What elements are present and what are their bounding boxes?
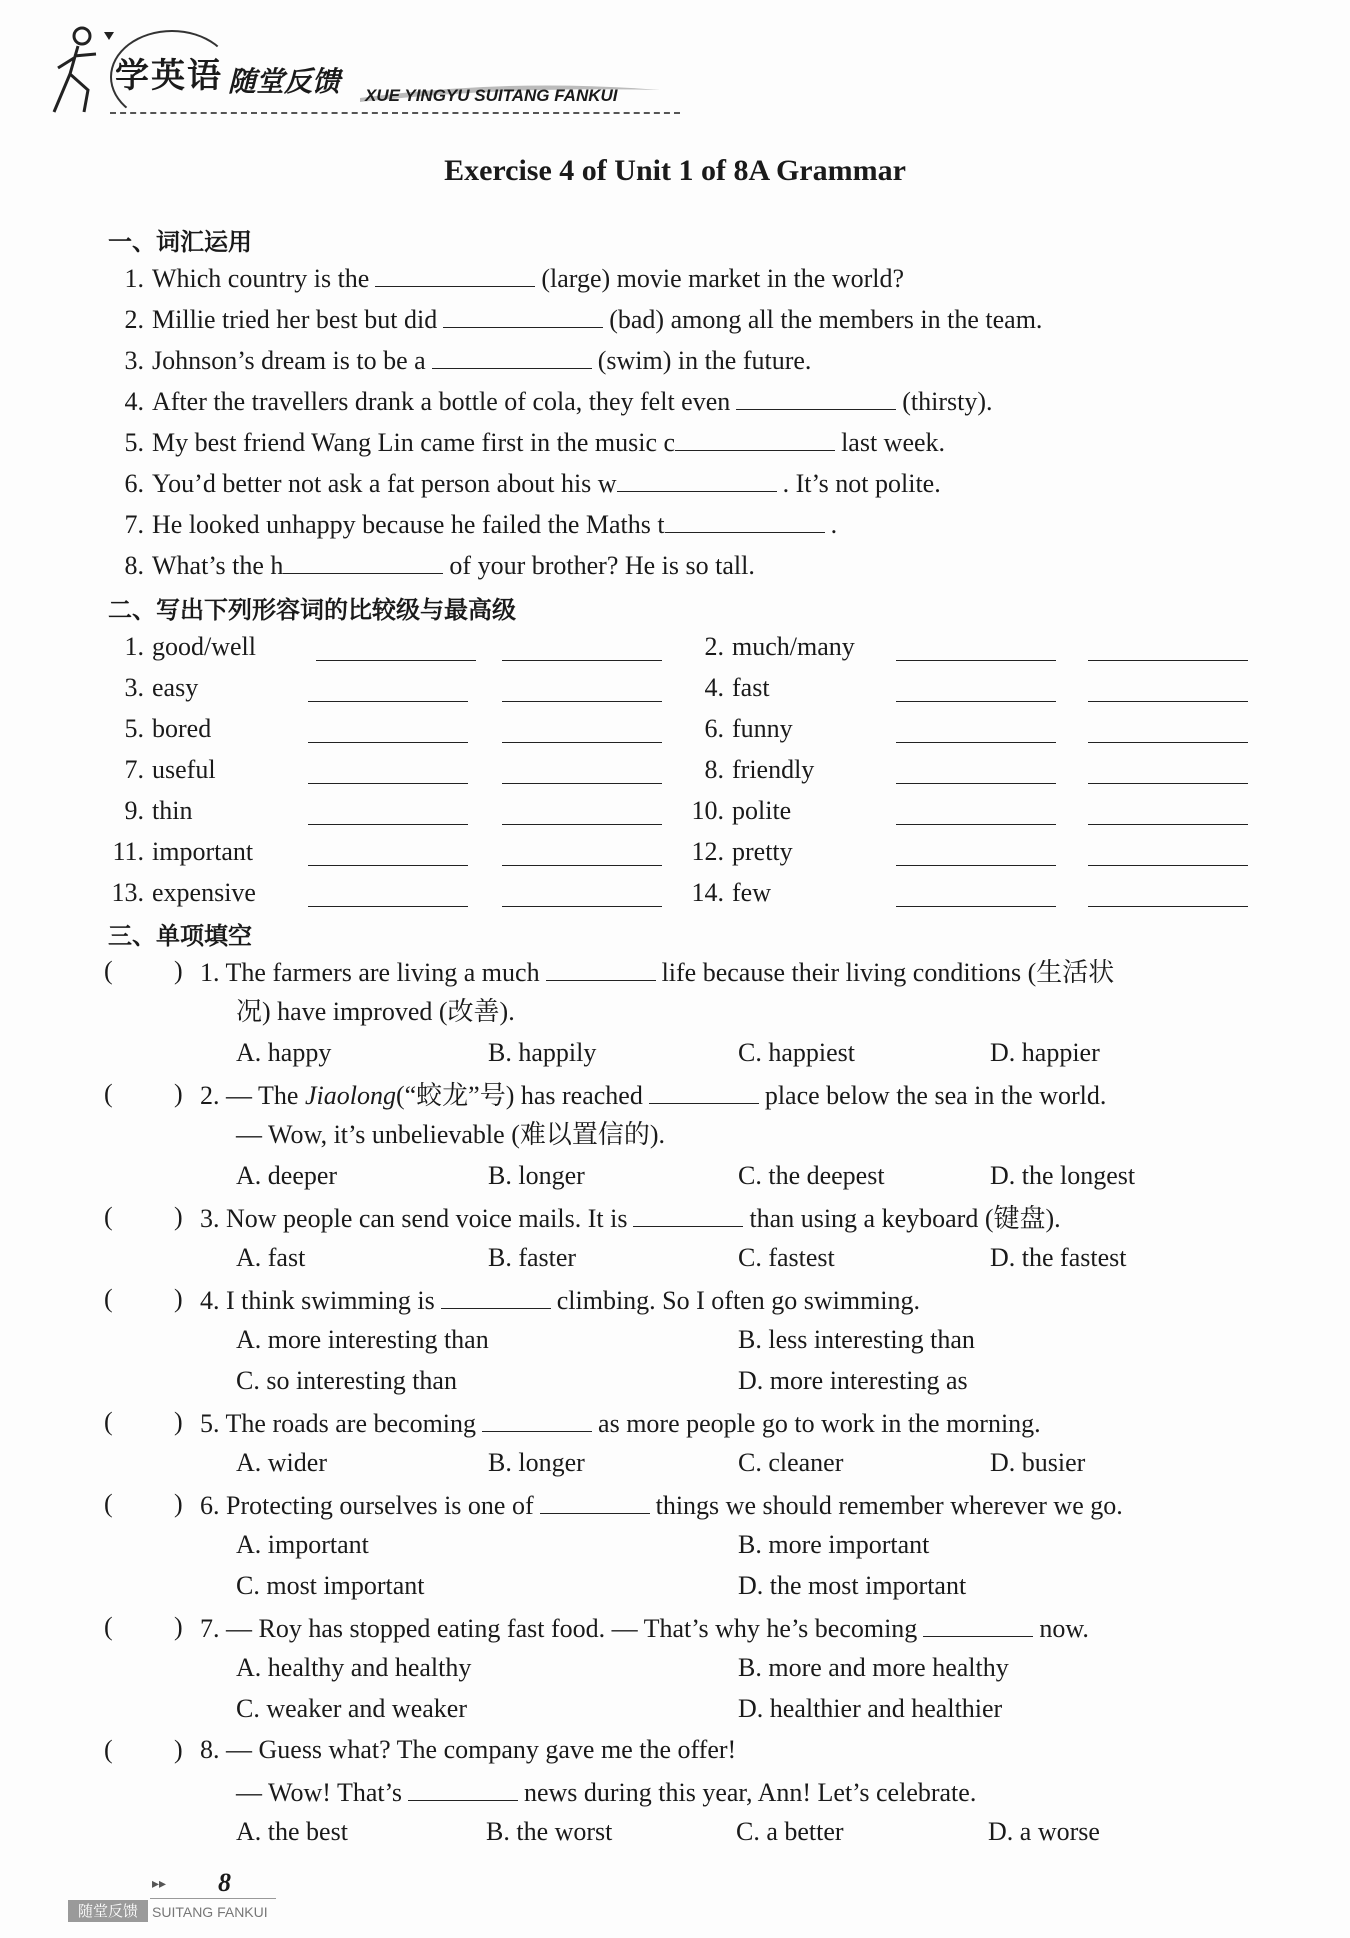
- answer-bracket-open[interactable]: (: [104, 1612, 113, 1641]
- answer-bracket-open[interactable]: (: [104, 1735, 113, 1764]
- adjective: thin: [152, 796, 193, 825]
- section3-heading: 三、单项填空: [108, 922, 252, 950]
- item-number: 12.: [691, 837, 724, 866]
- item-text: (thirsty).: [902, 387, 993, 416]
- q-number: 6.: [200, 1491, 220, 1520]
- answer-blank[interactable]: [283, 549, 443, 574]
- answer-blank[interactable]: [736, 385, 896, 410]
- s2-item-1: [108, 632, 256, 662]
- q7-option-b[interactable]: B. more and more healthy: [738, 1653, 1009, 1682]
- item-number: 5.: [124, 428, 144, 457]
- item-number: 5.: [124, 714, 144, 743]
- item-number: 2.: [704, 632, 724, 661]
- superlative-blank[interactable]: [1088, 759, 1248, 784]
- item-number: 4.: [124, 387, 144, 416]
- item-number: 11.: [112, 837, 144, 866]
- adjective: fast: [732, 673, 770, 702]
- q1-stem: [200, 956, 1114, 988]
- q1-option-b[interactable]: B. happily: [488, 1038, 597, 1067]
- q3-stem: [200, 1202, 1061, 1234]
- s1-item-5: [108, 426, 945, 458]
- q6-option-a[interactable]: A. important: [236, 1530, 369, 1559]
- q4-option-a[interactable]: A. more interesting than: [236, 1325, 489, 1354]
- superlative-blank[interactable]: [502, 800, 662, 825]
- q-text: climbing. So I often go swimming.: [556, 1286, 921, 1315]
- comparative-blank[interactable]: [896, 800, 1056, 825]
- item-number: 7.: [124, 510, 144, 539]
- q-number: 2.: [200, 1081, 220, 1110]
- q8-stem: [200, 1735, 736, 1765]
- adjective: important: [152, 837, 254, 866]
- item-text: (swim) in the future.: [597, 346, 812, 375]
- superlative-blank[interactable]: [502, 677, 662, 702]
- item-number: 8.: [704, 755, 724, 784]
- comparative-blank[interactable]: [308, 841, 468, 866]
- answer-bracket-open[interactable]: (: [104, 1489, 113, 1518]
- q8-option-a[interactable]: A. the best: [236, 1817, 348, 1846]
- item-number: 9.: [124, 796, 144, 825]
- answer-bracket-open[interactable]: (: [104, 1079, 113, 1108]
- q8-stem-line2: [236, 1776, 976, 1808]
- adjective: easy: [152, 673, 199, 702]
- q6-stem: [200, 1489, 1123, 1521]
- superlative-blank[interactable]: [1088, 677, 1248, 702]
- item-number: 4.: [704, 673, 724, 702]
- superlative-blank[interactable]: [1088, 841, 1248, 866]
- s2-item-3: [108, 673, 198, 703]
- answer-bracket-close: ): [174, 1202, 183, 1231]
- brand-english: XUE YINGYU SUITANG FANKUI: [365, 86, 618, 105]
- item-text: What’s the h: [152, 551, 284, 580]
- q-number: 4.: [200, 1286, 220, 1315]
- s2-item-11: [108, 837, 253, 867]
- q7-stem: [200, 1612, 1089, 1644]
- s2-item-7: [108, 755, 216, 785]
- q-number: 5.: [200, 1409, 220, 1438]
- q3-option-a[interactable]: A. fast: [236, 1243, 306, 1272]
- item-text: last week.: [841, 428, 946, 457]
- adjective: useful: [152, 755, 216, 784]
- q1-option-c[interactable]: C. happiest: [738, 1038, 855, 1067]
- q6-option-d[interactable]: D. the most important: [738, 1571, 967, 1600]
- q-text: — Wow! That’s: [236, 1778, 402, 1807]
- s1-item-2: [108, 303, 1042, 335]
- adjective: polite: [732, 796, 792, 825]
- answer-blank[interactable]: [408, 1776, 518, 1801]
- s1-item-3: [108, 344, 811, 376]
- adjective: pretty: [732, 837, 793, 866]
- answer-blank[interactable]: [540, 1489, 650, 1514]
- q5-option-c[interactable]: C. cleaner: [738, 1448, 844, 1477]
- comparative-blank[interactable]: [896, 636, 1056, 661]
- q-text: The farmers are living a much: [225, 958, 540, 987]
- q-text: place below the sea in the world.: [764, 1081, 1107, 1110]
- item-text: Johnson’s dream is to be a: [152, 346, 426, 375]
- s2-item-10: [688, 796, 791, 826]
- answer-blank[interactable]: [546, 956, 656, 981]
- q1-option-d[interactable]: D. happier: [990, 1038, 1100, 1067]
- q5-stem: [200, 1407, 1041, 1439]
- s2-item-8: [688, 755, 814, 785]
- s2-item-2: [688, 632, 855, 662]
- item-text: He looked unhappy because he failed the Maths t: [152, 510, 665, 539]
- answer-bracket-close: ): [174, 1735, 183, 1764]
- q-text: (“蛟龙”号) has reached: [395, 1081, 643, 1110]
- q2-option-c[interactable]: C. the deepest: [738, 1161, 885, 1190]
- q8-option-d[interactable]: D. a worse: [988, 1817, 1100, 1846]
- section2-heading: 二、写出下列形容词的比较级与最高级: [108, 596, 516, 624]
- item-text: After the travellers drank a bottle of cola, they felt even: [152, 387, 731, 416]
- q6-option-c[interactable]: C. most important: [236, 1571, 425, 1600]
- comparative-blank[interactable]: [308, 677, 468, 702]
- superlative-blank[interactable]: [502, 636, 662, 661]
- superlative-blank[interactable]: [1088, 882, 1248, 907]
- item-number: 8.: [124, 551, 144, 580]
- s2-item-9: [108, 796, 192, 826]
- s1-item-6: [108, 467, 941, 499]
- answer-blank[interactable]: [441, 1284, 551, 1309]
- q8-option-c[interactable]: C. a better: [736, 1817, 844, 1846]
- s2-item-13: [108, 878, 256, 908]
- item-number: 7.: [124, 755, 144, 784]
- answer-bracket-open[interactable]: (: [104, 1407, 113, 1436]
- comparative-blank[interactable]: [896, 841, 1056, 866]
- answer-blank[interactable]: [923, 1612, 1033, 1637]
- item-number: 10.: [691, 796, 724, 825]
- brand-title: 学英语: [115, 56, 223, 96]
- q-text: things we should remember wherever we go.: [655, 1491, 1123, 1520]
- q5-option-d[interactable]: D. busier: [990, 1448, 1086, 1477]
- q2-option-b[interactable]: B. longer: [488, 1161, 585, 1190]
- page-number: 8: [218, 1868, 231, 1897]
- q-text: as more people go to work in the morning.: [598, 1409, 1041, 1438]
- s2-item-5: [108, 714, 211, 744]
- item-text: (bad) among all the members in the team.: [609, 305, 1043, 334]
- superlative-blank[interactable]: [502, 718, 662, 743]
- q4-option-c[interactable]: C. so interesting than: [236, 1366, 457, 1395]
- footer-english: SUITANG FANKUI: [152, 1904, 268, 1920]
- comparative-blank[interactable]: [896, 759, 1056, 784]
- answer-bracket-close: ): [174, 1489, 183, 1518]
- item-number: 6.: [124, 469, 144, 498]
- s1-item-7: [108, 508, 837, 540]
- item-text: Millie tried her best but did: [152, 305, 438, 334]
- answer-bracket-open[interactable]: (: [104, 956, 113, 985]
- item-text: .: [830, 510, 838, 539]
- q4-option-d[interactable]: D. more interesting as: [738, 1366, 968, 1395]
- q-number: 3.: [200, 1204, 220, 1233]
- answer-bracket-close: ): [174, 956, 183, 985]
- q7-option-d[interactable]: D. healthier and healthier: [738, 1694, 1003, 1723]
- q8-option-b[interactable]: B. the worst: [486, 1817, 613, 1846]
- brand-subtitle: 随堂反馈: [228, 65, 341, 98]
- answer-bracket-close: ): [174, 1612, 183, 1641]
- q2-stem: [200, 1079, 1106, 1111]
- comparative-blank[interactable]: [896, 677, 1056, 702]
- item-number: 14.: [691, 878, 724, 907]
- q-text: than using a keyboard (键盘).: [749, 1204, 1061, 1233]
- q5-option-b[interactable]: B. longer: [488, 1448, 585, 1477]
- page-title: Exercise 4 of Unit 1 of 8A Grammar: [444, 154, 906, 187]
- comparative-blank[interactable]: [316, 636, 476, 661]
- q-text: Now people can send voice mails. It is: [226, 1204, 628, 1233]
- s2-item-4: [688, 673, 770, 703]
- s1-item-8: [108, 549, 755, 581]
- answer-blank[interactable]: [443, 303, 603, 328]
- answer-blank[interactable]: [665, 508, 825, 533]
- item-text: of your brother? He is so tall.: [449, 551, 755, 580]
- answer-blank[interactable]: [375, 262, 535, 287]
- section1-heading: 一、词汇运用: [108, 228, 252, 256]
- q-dash: —: [226, 1081, 252, 1110]
- item-number: 1.: [124, 632, 144, 661]
- q-text: news during this year, Ann! Let’s celebrate.: [523, 1778, 977, 1807]
- double-arrow-icon: ▸▸: [152, 1876, 167, 1892]
- q7-option-a[interactable]: A. healthy and healthy: [236, 1653, 472, 1682]
- item-text: . It’s not polite.: [782, 469, 941, 498]
- q-text: I think swimming is: [226, 1286, 435, 1315]
- s1-item-4: [108, 385, 993, 417]
- answer-blank[interactable]: [482, 1407, 592, 1432]
- q-text: now.: [1039, 1614, 1089, 1643]
- q6-option-b[interactable]: B. more important: [738, 1530, 930, 1559]
- adjective: much/many: [732, 632, 855, 661]
- superlative-blank[interactable]: [502, 759, 662, 784]
- q3-option-c[interactable]: C. fastest: [738, 1243, 835, 1272]
- answer-blank[interactable]: [675, 426, 835, 451]
- answer-bracket-close: ): [174, 1284, 183, 1313]
- q-text: The roads are becoming: [225, 1409, 477, 1438]
- answer-bracket-open[interactable]: (: [104, 1202, 113, 1231]
- answer-blank[interactable]: [633, 1202, 743, 1227]
- superlative-blank[interactable]: [1088, 800, 1248, 825]
- superlative-blank[interactable]: [1088, 636, 1248, 661]
- q1-stem-line2: 况) have improved (改善).: [236, 997, 515, 1026]
- q3-option-d[interactable]: D. the fastest: [990, 1243, 1127, 1272]
- s1-item-1: [108, 262, 904, 294]
- q-number: 8.: [200, 1735, 220, 1764]
- comparative-blank[interactable]: [308, 800, 468, 825]
- q1-option-a[interactable]: A. happy: [236, 1038, 332, 1067]
- q7-option-c[interactable]: C. weaker and weaker: [236, 1694, 467, 1723]
- answer-bracket-close: ): [174, 1407, 183, 1436]
- adjective: friendly: [732, 755, 815, 784]
- item-text: You’d better not ask a fat person about his w: [152, 469, 617, 498]
- q3-option-b[interactable]: B. faster: [488, 1243, 577, 1272]
- comparative-blank[interactable]: [308, 718, 468, 743]
- answer-bracket-open[interactable]: (: [104, 1284, 113, 1313]
- q5-option-a[interactable]: A. wider: [236, 1448, 327, 1477]
- footer-rule: [150, 1898, 276, 1899]
- q4-option-b[interactable]: B. less interesting than: [738, 1325, 975, 1354]
- q2-option-d[interactable]: D. the longest: [990, 1161, 1136, 1190]
- answer-blank[interactable]: [432, 344, 592, 369]
- q-text: — Roy has stopped eating fast food. — That’s why he’s becoming: [226, 1614, 918, 1643]
- adjective: funny: [732, 714, 793, 743]
- header-divider: [110, 112, 680, 114]
- item-text: (large) movie market in the world?: [541, 264, 905, 293]
- s2-item-6: [688, 714, 793, 744]
- q-text: life because their living conditions (生活状: [661, 958, 1115, 987]
- superlative-blank[interactable]: [502, 882, 662, 907]
- comparative-blank[interactable]: [308, 882, 468, 907]
- s2-item-12: [688, 837, 793, 867]
- item-number: 2.: [124, 305, 144, 334]
- comparative-blank[interactable]: [308, 759, 468, 784]
- adjective: good/well: [152, 632, 256, 661]
- q2-stem-line2: — Wow, it’s unbelievable (难以置信的).: [236, 1120, 666, 1149]
- answer-blank[interactable]: [617, 467, 777, 492]
- s2-item-14: [688, 878, 771, 908]
- header: [40, 20, 660, 120]
- q2-option-a[interactable]: A. deeper: [236, 1161, 338, 1190]
- answer-bracket-close: ): [174, 1079, 183, 1108]
- q-name: Jiaolong: [304, 1081, 396, 1110]
- comparative-blank[interactable]: [896, 882, 1056, 907]
- item-number: 3.: [124, 346, 144, 375]
- answer-blank[interactable]: [649, 1079, 759, 1104]
- q-number: 1.: [200, 958, 220, 987]
- item-text: Which country is the: [152, 264, 370, 293]
- adjective: bored: [152, 714, 212, 743]
- comparative-blank[interactable]: [896, 718, 1056, 743]
- superlative-blank[interactable]: [1088, 718, 1248, 743]
- item-text: My best friend Wang Lin came first in the music c: [152, 428, 676, 457]
- item-number: 1.: [124, 264, 144, 293]
- q-text: The: [258, 1081, 299, 1110]
- footer-badge: 随堂反馈: [68, 1900, 148, 1922]
- item-number: 13.: [111, 878, 144, 907]
- adjective: few: [732, 878, 771, 907]
- q-text: — Guess what? The company gave me the offer!: [226, 1735, 737, 1764]
- q-text: Protecting ourselves is one of: [226, 1491, 534, 1520]
- item-number: 3.: [124, 673, 144, 702]
- q4-stem: [200, 1284, 920, 1316]
- item-number: 6.: [704, 714, 724, 743]
- q-number: 7.: [200, 1614, 220, 1643]
- adjective: expensive: [152, 878, 256, 907]
- superlative-blank[interactable]: [502, 841, 662, 866]
